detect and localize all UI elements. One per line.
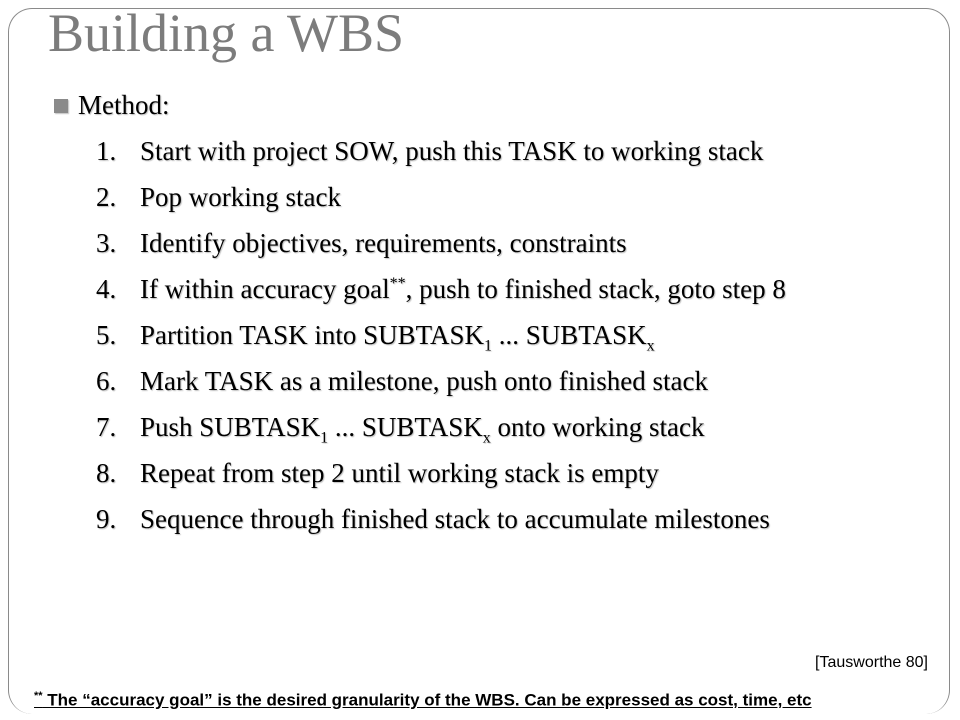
- step-text-part: Push SUBTASK: [140, 412, 321, 442]
- list-item: [96, 182, 916, 213]
- step-text-part: ... SUBTASK: [328, 412, 483, 442]
- subscript: 1: [320, 429, 329, 447]
- step-number: 4.: [96, 274, 117, 304]
- list-item: [96, 136, 916, 167]
- step-number: 3.: [96, 228, 117, 258]
- list-item: [96, 274, 916, 305]
- step-number: 1.: [96, 136, 117, 166]
- subscript: 1: [483, 337, 492, 355]
- footnote-text: The “accuracy goal” is the desired granularity of the WBS. Can be expressed as cost, time, etc: [42, 690, 812, 710]
- method-bullet: [54, 90, 170, 121]
- step-text: [140, 412, 916, 447]
- method-label: Method:: [78, 90, 170, 120]
- steps-list: [96, 136, 916, 550]
- step-text: Start with project SOW, push this TASK to working stack: [140, 136, 764, 166]
- list-item: [96, 320, 916, 355]
- step-text: Pop working stack: [140, 182, 341, 212]
- citation: [Tausworthe 80]: [815, 654, 928, 671]
- step-text-part: If within accuracy goal: [140, 274, 390, 304]
- step-text-part: onto working stack: [490, 412, 705, 442]
- step-text: [140, 320, 916, 355]
- footnote: [34, 690, 954, 711]
- step-text: Identify objectives, requirements, constraints: [140, 228, 627, 258]
- step-text: Mark TASK as a milestone, push onto finished stack: [140, 366, 709, 396]
- subscript: x: [646, 337, 655, 355]
- step-text: Repeat from step 2 until working stack is empty: [140, 458, 659, 488]
- step-number: 2.: [96, 182, 117, 212]
- list-item: [96, 458, 916, 489]
- step-text-part: ... SUBTASK: [491, 320, 647, 350]
- step-number: 8.: [96, 458, 117, 488]
- footnote-mark: **: [34, 690, 43, 702]
- step-text: Sequence through finished stack to accumulate milestones: [140, 504, 770, 534]
- step-text-part: Partition TASK into SUBTASK: [140, 320, 484, 350]
- step-number: 9.: [96, 504, 117, 534]
- list-item: [96, 504, 916, 535]
- step-text-part: , push to finished stack, goto step 8: [405, 274, 786, 304]
- subscript: x: [482, 429, 491, 447]
- step-text: [140, 274, 916, 305]
- slide-title: Building a WBS: [48, 3, 405, 63]
- step-number: 7.: [96, 412, 117, 442]
- step-number: 5.: [96, 320, 117, 350]
- footnote-marker: **: [389, 275, 406, 292]
- square-bullet-icon: [54, 99, 68, 113]
- list-item: [96, 228, 916, 259]
- list-item: [96, 412, 916, 447]
- step-number: 6.: [96, 366, 117, 396]
- list-item: [96, 366, 916, 397]
